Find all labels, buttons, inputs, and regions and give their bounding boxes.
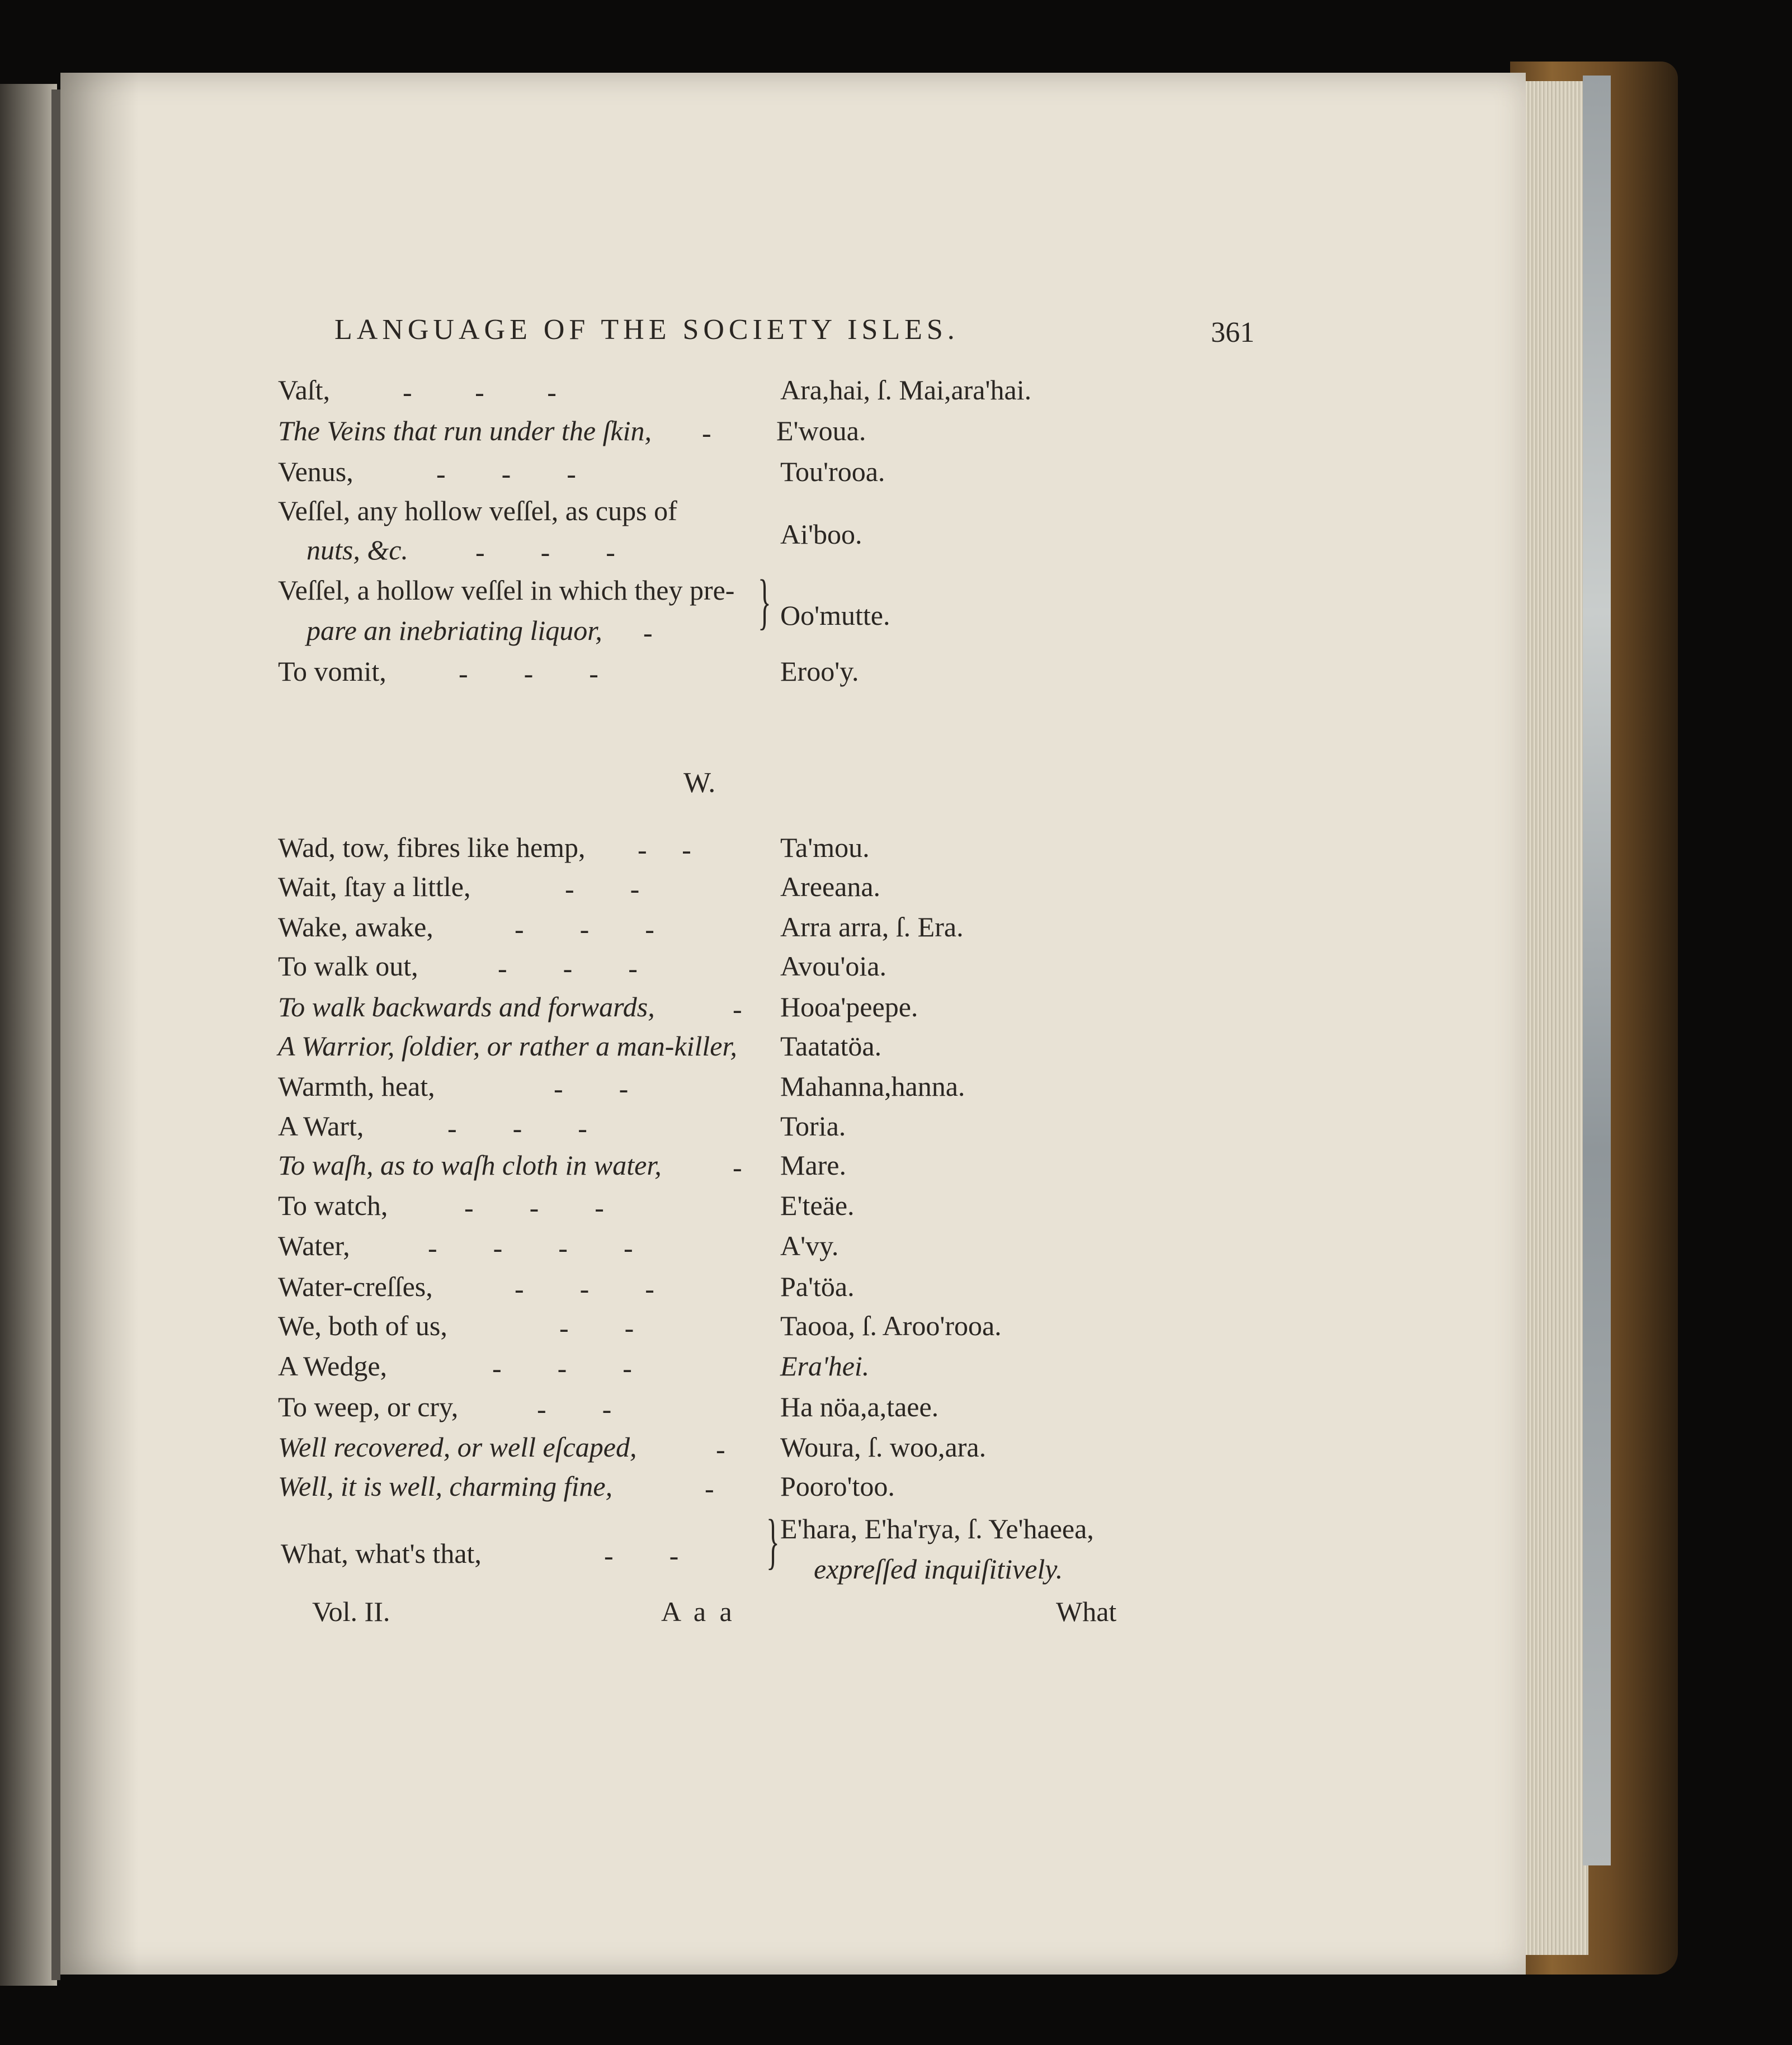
leader-dashes: - - - [403,376,557,408]
entry-wart-en: A Wart, [278,1110,364,1142]
entry-vessel1-en-2: nuts, &c. [306,534,408,566]
entry-vomit-en: To vomit, [278,656,386,687]
entry-walk-out-en: To walk out, [278,950,418,982]
catchword: What [1056,1596,1117,1627]
entry-we-native: Taooa, ſ. Aroo'rooa. [780,1310,1002,1341]
leader-dashes: - [716,1434,725,1465]
entry-vessel1-native: Ai'boo. [780,519,862,550]
page-number: 361 [1211,317,1255,348]
entry-warrior-en: A Warrior, ſoldier, or rather a man-killer, [278,1030,737,1062]
entry-vessel2-native: Oo'mutte. [780,600,890,631]
leader-dashes: - - - [436,458,576,489]
volume-mark: Vol. II. [312,1596,390,1627]
entry-well-recovered-native: Woura, ſ. woo,ara. [780,1431,987,1463]
entry-wedge-en: A Wedge, [278,1350,388,1382]
entry-warrior-native: Taatatöa. [780,1030,882,1062]
entry-wad-native: Ta'mou. [780,832,870,863]
entry-warmth-native: Mahanna,hanna. [780,1071,965,1102]
entry-water-native: A'vy. [780,1230,839,1261]
leader-dashes: - - - [464,1192,604,1223]
entry-vast-native: Ara,hai, ſ. Mai,ara'hai. [780,374,1032,406]
left-page-edge [51,89,60,1980]
entry-weep-en: To weep, or cry, [278,1391,459,1422]
entry-watercresses-native: Pa'töa. [780,1271,855,1302]
entry-watercresses-en: Water-creſſes, [278,1271,433,1302]
marbled-endpaper [1583,76,1611,1865]
entry-water-en: Water, [278,1230,350,1261]
leader-dashes: - [705,1473,714,1504]
leader-dashes: - [733,1152,742,1183]
entry-wart-native: Toria. [780,1110,846,1142]
leader-dashes: - [733,993,742,1025]
entry-we-en: We, both of us, [278,1310,447,1341]
entry-watch-en: To watch, [278,1190,388,1221]
entry-well-charming-native: Pooro'too. [780,1471,895,1502]
leader-dashes: - - [537,1393,612,1425]
leader-dashes: - - - [498,953,638,984]
entry-veins-en: The Veins that run under the ſkin, [278,415,652,446]
entry-wad-en: Wad, tow, fibres like hemp, [278,832,586,863]
entry-venus-en: Venus, [278,456,353,487]
leader-dashes: - - - [515,1273,654,1304]
entry-wash-en: To waſh, as to waſh cloth in water, [278,1149,662,1181]
entry-weep-native: Ha nöa,a,taee. [780,1391,939,1422]
entry-walk-back-en: To walk backwards and forwards, [278,991,655,1022]
entry-veins-native: E'woua. [776,415,866,446]
leader-dashes: - - - [447,1113,587,1144]
running-header: LANGUAGE OF THE SOCIETY ISLES. [334,314,959,346]
leader-dashes: - - [604,1540,679,1571]
left-page [0,84,57,1986]
entry-wash-native: Mare. [780,1149,846,1181]
leader-dashes: - [702,417,711,449]
leader-dashes: - - - - [428,1232,633,1264]
leader-dashes: - - [565,873,640,904]
entry-what-en: What, what's that, [281,1538,482,1569]
book-page [60,73,1526,1975]
entry-vessel2-en-1: Veſſel, a hollow veſſel in which they pre- [278,574,735,606]
entry-wait-native: Areeana. [780,871,881,902]
entry-what-native: E'hara, E'ha'rya, ſ. Ye'haeea, [780,1513,1094,1544]
leader-dashes: - - - [475,536,615,568]
entry-wedge-native: Era'hei. [780,1350,870,1382]
entry-wake-native: Arra arra, ſ. Era. [780,911,964,943]
entry-wait-en: Wait, ſtay a little, [278,871,471,902]
leader-dashes: - [643,617,653,648]
signature-mark: A a a [661,1596,735,1627]
entry-wake-en: Wake, awake, [278,911,433,943]
entry-well-recovered-en: Well recovered, or well eſcaped, [278,1431,637,1463]
entry-what-native-note: expreſſed inquiſitively. [814,1553,1063,1585]
leader-dashes: - - [638,834,691,865]
entry-vast-en: Vaſt, [278,374,331,406]
entry-venus-native: Tou'rooa. [780,456,885,487]
entry-walk-back-native: Hooa'peepe. [780,991,918,1022]
leader-dashes: - - - [492,1353,632,1384]
leader-dashes: - - - [459,658,598,689]
brace: } [766,1507,780,1575]
entry-watch-native: E'teäe. [780,1190,855,1221]
page-edges [1521,81,1588,1955]
leader-dashes: - - - [515,913,654,945]
entry-vomit-native: Eroo'y. [780,656,859,687]
leader-dashes: - - [554,1073,629,1104]
entry-walk-out-native: Avou'oia. [780,950,886,982]
brace: } [758,567,771,635]
gutter-shadow [60,73,139,1975]
entry-well-charming-en: Well, it is well, charming fine, [278,1471,613,1502]
entry-warmth-en: Warmth, heat, [278,1071,435,1102]
entry-vessel2-en-2: pare an inebriating liquor, [306,615,602,646]
leader-dashes: - - [559,1312,634,1344]
section-letter: W. [683,767,716,799]
entry-vessel1-en-1: Veſſel, any hollow veſſel, as cups of [278,495,677,526]
